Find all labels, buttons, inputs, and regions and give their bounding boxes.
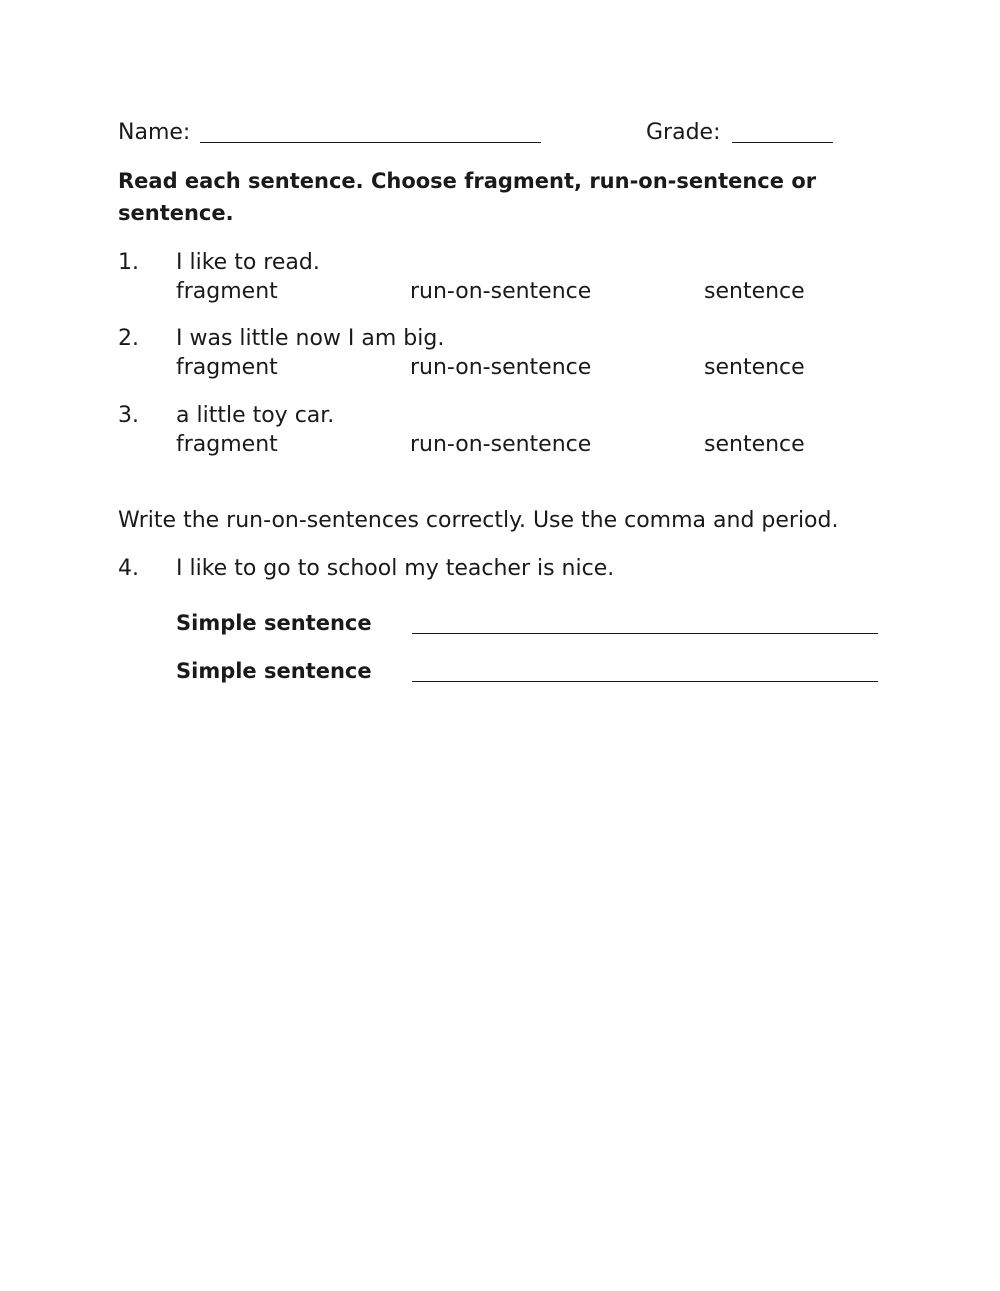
answer-line[interactable]: [412, 633, 878, 634]
question-number: 4.: [118, 556, 139, 581]
option-fragment[interactable]: fragment: [176, 355, 278, 380]
question-sentence: I like to go to school my teacher is nice.: [176, 556, 615, 581]
question-sentence: I like to read.: [176, 250, 320, 275]
option-run-on-sentence[interactable]: run-on-sentence: [410, 279, 592, 304]
answer-line[interactable]: [412, 681, 878, 682]
question-sentence: I was little now I am big.: [176, 326, 445, 351]
instructions-line-2: sentence.: [118, 201, 234, 225]
option-sentence[interactable]: sentence: [704, 355, 805, 380]
answer-label: Simple sentence: [176, 659, 372, 683]
option-sentence[interactable]: sentence: [704, 432, 805, 457]
option-sentence[interactable]: sentence: [704, 279, 805, 304]
option-fragment[interactable]: fragment: [176, 279, 278, 304]
write-instruction: Write the run-on-sentences correctly. Use the comma and period.: [118, 508, 839, 533]
option-run-on-sentence[interactable]: run-on-sentence: [410, 355, 592, 380]
name-field[interactable]: [200, 142, 541, 143]
instructions-line-1: Read each sentence. Choose fragment, run-on-sentence or: [118, 169, 817, 193]
question-number: 2.: [118, 326, 139, 351]
option-fragment[interactable]: fragment: [176, 432, 278, 457]
grade-label: Grade:: [646, 120, 721, 145]
answer-label: Simple sentence: [176, 611, 372, 635]
question-number: 3.: [118, 403, 139, 428]
question-number: 1.: [118, 250, 139, 275]
name-label: Name:: [118, 120, 191, 145]
grade-field[interactable]: [732, 142, 833, 143]
question-sentence: a little toy car.: [176, 403, 335, 428]
option-run-on-sentence[interactable]: run-on-sentence: [410, 432, 592, 457]
